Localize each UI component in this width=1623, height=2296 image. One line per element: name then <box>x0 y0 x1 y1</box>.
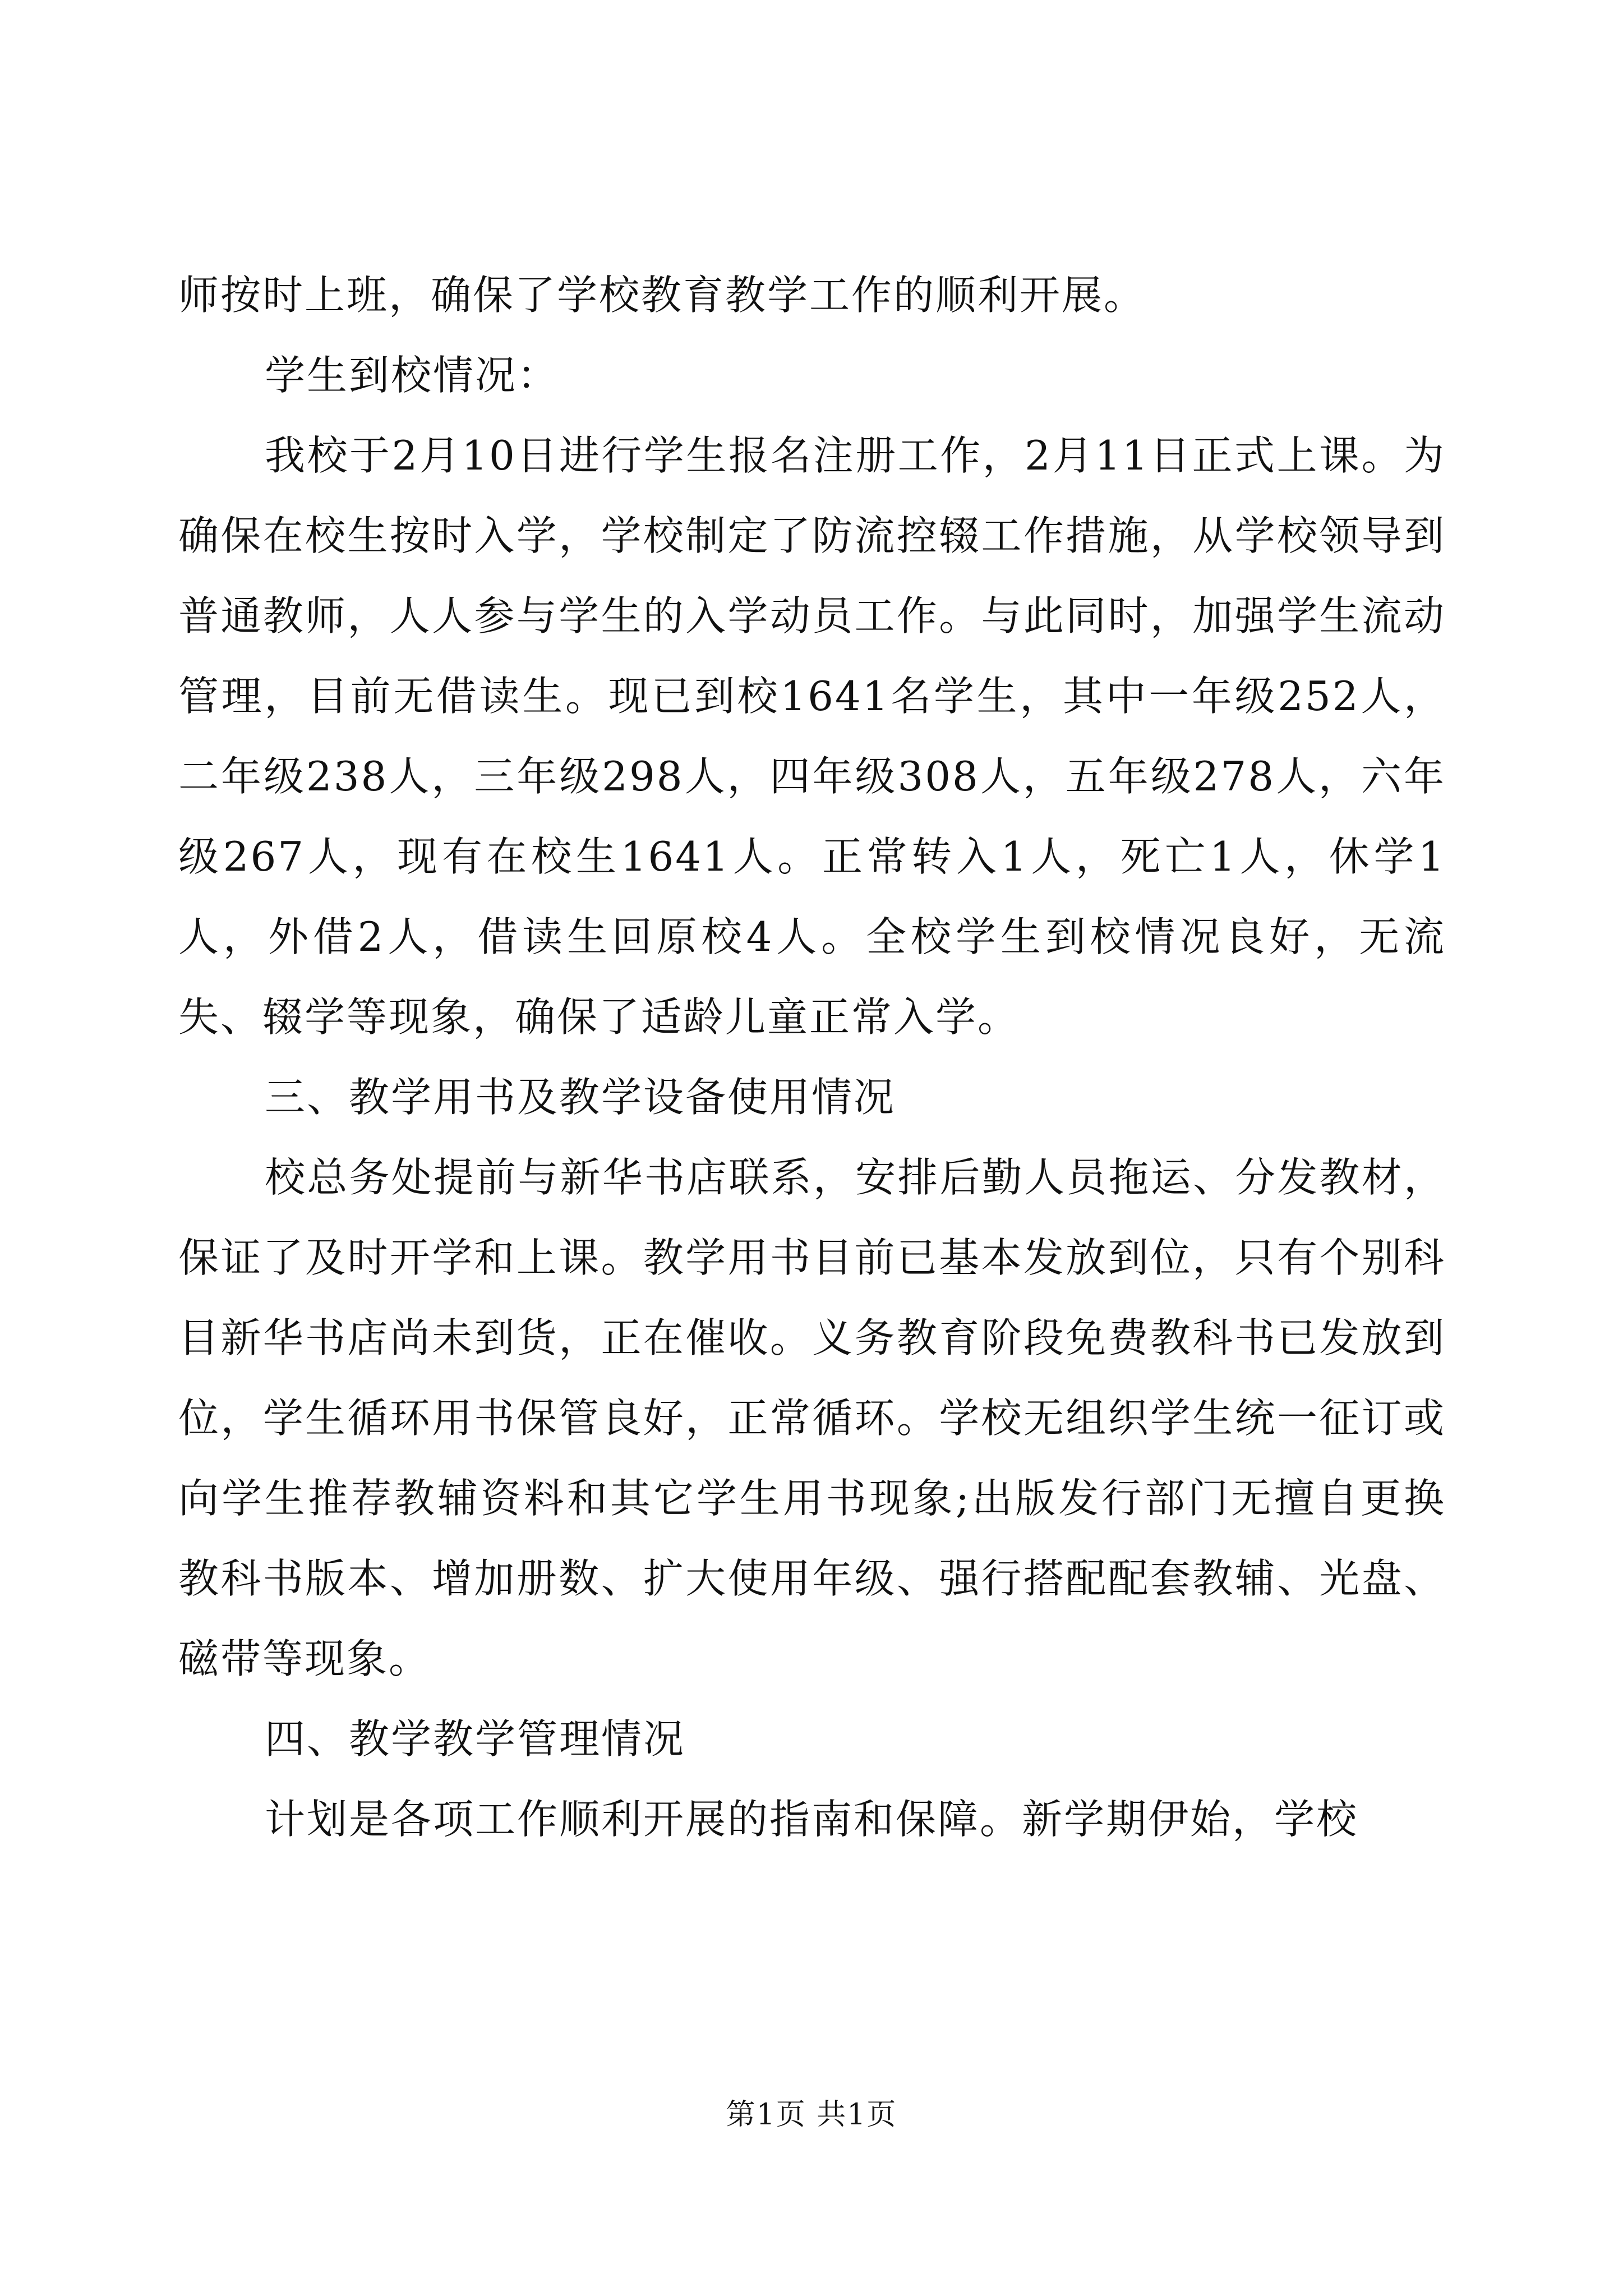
paragraph-teaching-management: 计划是各项工作顺利开展的指南和保障。新学期伊始，学校 <box>265 1796 1359 1843</box>
paragraph-student-arrival-heading: 学生到校情况： <box>265 352 560 399</box>
paragraph-textbooks: 校总务处提前与新华书店联系，安排后勤人员拖运、分发教材，保证了及时开学和上课。教学用书目前已基本发放到位，只有个别科目新华书店尚未到货，正在催收。义务教育阶段免费教科书已发放到位，学生循环用书保管良好，正常循环。学校无组织学生统一征订或向学生推荐教辅资料和其它学生用书现象;出版发行部门无擅自更换教科书版本、增加册数、扩大使用年级、强行搭配配套教辅、光盘、磁带等现象。 <box>178 1154 1446 1682</box>
document-body <box>178 255 1446 1860</box>
section-heading-teaching-management: 四、教学教学管理情况 <box>265 1715 686 1763</box>
paragraph-continuation: 师按时上班，确保了学校教育教学工作的顺利开展。 <box>178 272 1146 319</box>
page-footer: 第1页 共1页 <box>726 2098 897 2132</box>
section-heading-textbooks: 三、教学用书及教学设备使用情况 <box>265 1074 896 1121</box>
paragraph-student-arrival: 我校于2月10日进行学生报名注册工作，2月11日正式上课。为确保在校生按时入学，学校制定了防流控辍工作措施，从学校领导到普通教师，人人参与学生的入学动员工作。与此同时，加强学生流动管理，目前无借读生。现已到校1641名学生，其中一年级252人，二年级238人，三年级298人，四年级308人，五年级278人，六年级267人，现有在校生1641人。正常转入1人，死亡1人，休学1人，外借2人，借读生回原校4人。全校学生到校情况良好，无流失、辍学等现象，确保了适龄儿童正常入学。 <box>178 432 1446 1041</box>
